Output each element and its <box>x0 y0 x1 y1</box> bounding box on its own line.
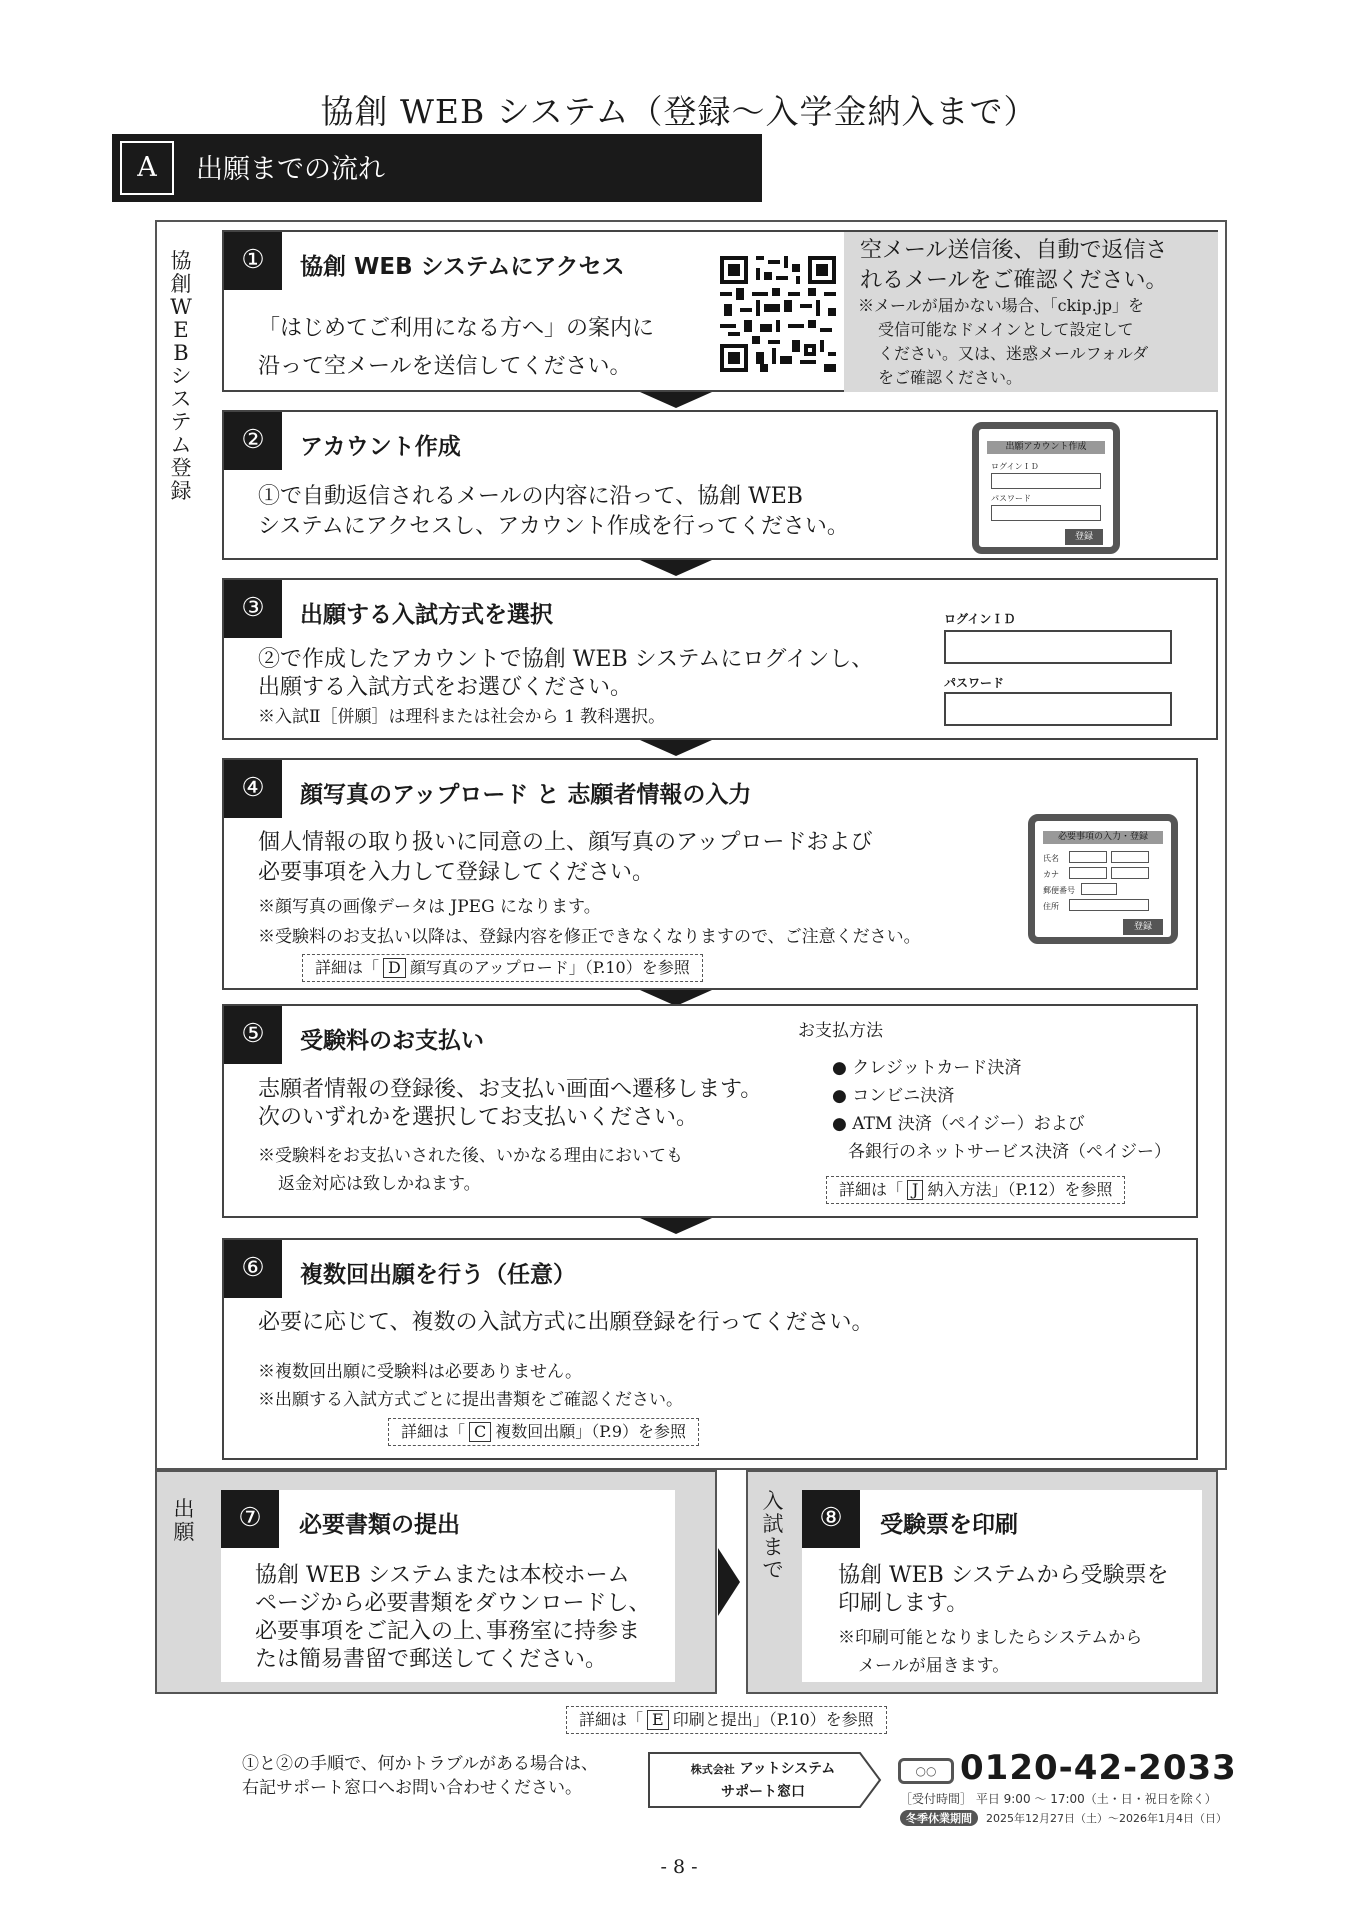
section-header <box>112 134 762 202</box>
holiday-badge: 冬季休業期間 <box>900 1810 978 1826</box>
step-6-reference[interactable]: 詳細は「 C 複数回出願」（P.9）を参照 <box>388 1418 699 1446</box>
qr-code-icon[interactable] <box>720 256 836 372</box>
step-8-notes: ※印刷可能となりましたらシステムから メールが届きます。 <box>838 1628 1143 1676</box>
page-number: - 8 - <box>660 1856 698 1878</box>
step-6-number: ⑥ <box>224 1240 282 1298</box>
step-5-reference[interactable]: 詳細は「 J 納入方法」（P.12）を参照 <box>826 1176 1125 1204</box>
step-3-body: ②で作成したアカウントで協創 WEB システムにログインし、 出願する入試方式をお選びください。 <box>258 647 874 700</box>
step-7-body: 協創 WEB システムまたは本校ホーム ページから必要書類をダウンロードし、 必要事項をご記入の上､事務室に持参ま たは簡易書留で郵送してください。 <box>255 1563 651 1672</box>
flow-arrow-1 <box>640 392 712 408</box>
step-7-title: 必要書類の提出 <box>299 1512 460 1538</box>
page-title: 協創 WEB システム（登録〜入学金納入まで） <box>320 92 1038 131</box>
flow-arrow-right <box>718 1548 740 1616</box>
step-4-reference[interactable]: 詳細は「 D 顔写真のアップロード」（P.10）を参照 <box>302 954 703 982</box>
support-hours: ［受付時間］ 平日 9:00 〜 17:00（土・日・祝日を除く） <box>900 1792 1217 1806</box>
applicant-info-phone-illustration: 必要事項の入力・登録 氏名 カナ 郵便番号 住所 登録 <box>1028 814 1178 944</box>
step-6-body: 必要に応じて、複数の入試方式に出願登録を行ってください。 <box>258 1310 874 1335</box>
support-phone-number[interactable]: 0120-42-2033 <box>960 1748 1237 1788</box>
step-5-box <box>222 1004 1198 1218</box>
step-4-title: 顔写真のアップロード と 志願者情報の入力 <box>300 782 752 808</box>
flow-arrow-2 <box>640 560 712 576</box>
payment-methods: ● クレジットカード決済 ● コンビニ決済 ● ATM 決済（ペイジー）および 各銀行のネットサービス決済（ペイジー） <box>832 1058 1171 1162</box>
step-4-notes: ※顔写真の画像データは JPEG になります。 ※受験料のお支払い以降は、登録内容を修正できなくなりますので、ご注意ください。 <box>258 897 921 947</box>
section-label: 出願までの流れ <box>196 154 385 185</box>
step-3-note: ※入試Ⅱ［併願］は理科または社会から 1 教科選択。 <box>258 707 666 727</box>
section-letter: A <box>120 141 174 195</box>
support-note: ①と②の手順で、何かトラブルがある場合は、 右記サポート窓口へお問い合わせください。 <box>242 1754 598 1798</box>
password-field <box>944 692 1172 726</box>
step-2-number: ② <box>224 412 282 470</box>
step-5-notes: ※受験料をお支払いされた後、いかなる理由においても 返金対応は致しかねます。 <box>258 1146 683 1194</box>
step-1-side-notes: ※メールが届かない場合、「ckip.jp」を 受信可能なドメインとして設定して ください。又は、迷惑メールフォルダ をご確認ください。 <box>858 296 1149 387</box>
application-section <box>155 1470 717 1694</box>
password-label: パスワード <box>944 676 1005 690</box>
step-5-number: ⑤ <box>224 1006 282 1064</box>
step-7-number: ⑦ <box>221 1490 279 1548</box>
step-2-title: アカウント作成 <box>300 434 461 460</box>
step-8-body: 協創 WEB システムから受験票を 印刷します。 <box>838 1563 1169 1616</box>
payment-heading: お支払方法 <box>798 1021 883 1041</box>
step-4-number: ④ <box>224 760 282 818</box>
step-3-box <box>222 578 1218 740</box>
step-8-number: ⑧ <box>802 1490 860 1548</box>
step-5-body: 志願者情報の登録後、お支払い画面へ遷移します。 次のいずれかを選択してお支払いください。 <box>258 1077 763 1130</box>
registration-side-label: 協創WEBシステム登録 <box>170 249 192 503</box>
step-8-title: 受験票を印刷 <box>880 1512 1018 1538</box>
step-1-title: 協創 WEB システムにアクセス <box>300 254 625 280</box>
account-creation-phone-illustration: 出願アカウント作成 ログインＩＤ パスワード 登録 <box>972 422 1120 554</box>
step-1-side-text: 空メール送信後、自動で返信さ れるメールをご確認ください。 <box>860 238 1168 293</box>
flow-arrow-3 <box>640 740 712 756</box>
flow-arrow-5 <box>640 1218 712 1234</box>
step-5-title: 受験料のお支払い <box>300 1028 484 1054</box>
step-2-box <box>222 410 1218 560</box>
step-1-number: ① <box>224 232 282 290</box>
step-2-body: ①で自動返信されるメールの内容に沿って、協創 WEB システムにアクセスし、アカウント作成を行ってください。 <box>258 484 849 539</box>
support-window: 株式会社 アットシステム サポート窓口 <box>690 1761 836 1800</box>
step-4-body: 個人情報の取り扱いに同意の上、顔写真のアップロードおよび 必要事項を入力して登録してください。 <box>258 830 873 885</box>
step-3-title: 出願する入試方式を選択 <box>300 602 553 628</box>
exam-ticket-section <box>746 1470 1218 1694</box>
step-6-title: 複数回出願を行う（任意） <box>300 1262 576 1288</box>
print-submit-reference[interactable]: 詳細は「 E 印刷と提出」（P.10）を参照 <box>566 1706 887 1734</box>
login-id-label: ログインＩＤ <box>944 612 1016 626</box>
step-3-number: ③ <box>224 580 282 638</box>
step-6-notes: ※複数回出願に受験料は必要ありません。 ※出願する入試方式ごとに提出書類をご確認ください。 <box>258 1362 683 1410</box>
login-id-field <box>944 630 1172 664</box>
step-4-box <box>222 758 1198 990</box>
application-side-label: 出願 <box>173 1497 195 1544</box>
step-6-box <box>222 1238 1198 1460</box>
until-exam-side-label: 入試まで <box>762 1489 784 1582</box>
holiday-period: 冬季休業期間 2025年12月27日（土）〜2026年1月4日（日） <box>900 1810 1227 1826</box>
free-dial-icon: ○○ <box>898 1758 954 1784</box>
step-1-body: 「はじめてご利用になる方へ」の案内に 沿って空メールを送信してください。 <box>258 316 655 379</box>
